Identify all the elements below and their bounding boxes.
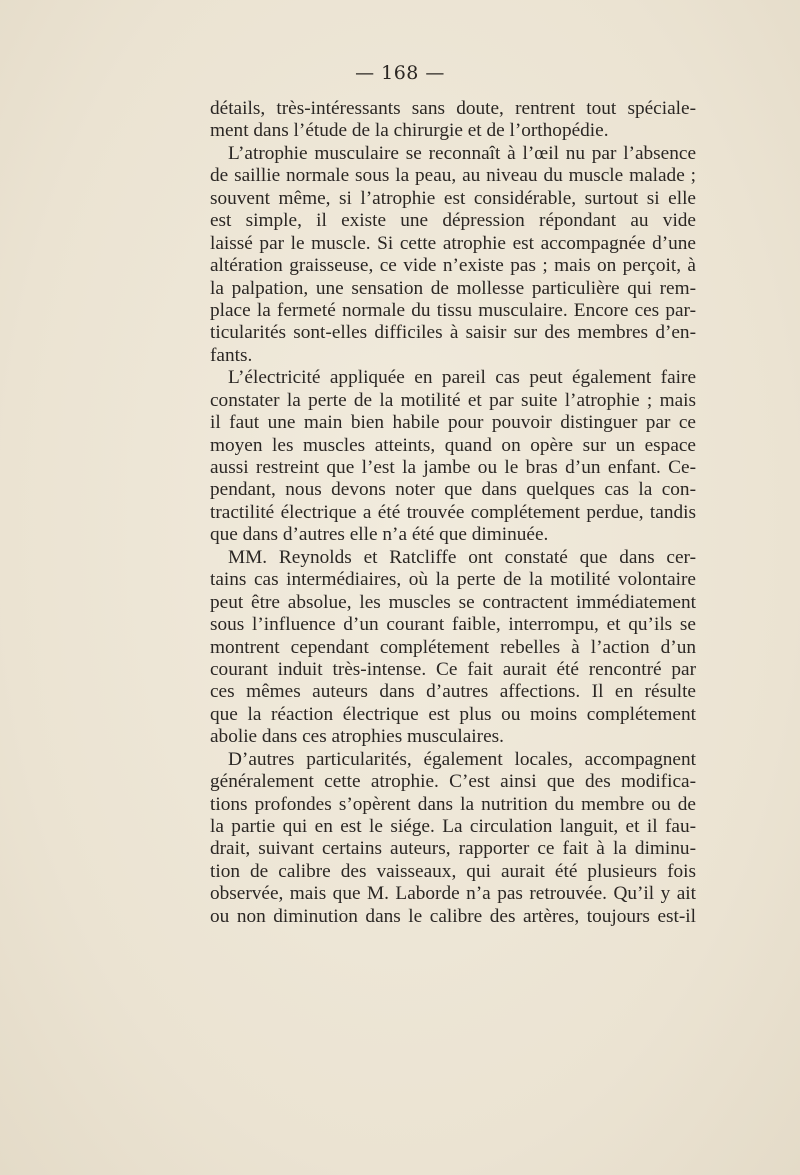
text-line: D’autres particularités, également locales, accompagnent	[228, 748, 696, 770]
text-line: montrent cependant complétement rebelles à l’action d’un	[210, 636, 696, 658]
text-line: souvent même, si l’atrophie est considérable, surtout si elle	[210, 187, 696, 209]
text-line: que la réaction électrique est plus ou moins complétement	[210, 703, 696, 725]
text-line: drait, suivant certains auteurs, rapporter ce fait à la diminu-	[210, 838, 696, 860]
text-line: ticularités sont-elles difficiles à saisir sur des membres d’en-	[210, 322, 696, 344]
text-line: tion de calibre des vaisseaux, qui aurait été plusieurs fois	[210, 860, 696, 882]
text-line: de saillie normale sous la peau, au niveau du muscle malade ;	[210, 165, 696, 187]
text-line: ment dans l’étude de la chirurgie et de l’orthopédie.	[210, 120, 609, 142]
text-line: est simple, il existe une dépression répondant au vide	[210, 210, 696, 232]
text-line: tions profondes s’opèrent dans la nutrition du membre ou de	[210, 793, 696, 815]
text-line: que dans d’autres elle n’a été que diminuée.	[210, 524, 549, 546]
text-line: fants.	[210, 344, 253, 366]
text-line: sous l’influence d’un courant faible, interrompu, et qu’ils se	[210, 614, 696, 636]
text-line: courant induit très-intense. Ce fait aurait été rencontré par	[210, 658, 696, 680]
text-line: pendant, nous devons noter que dans quelques cas la con-	[210, 479, 696, 501]
text-line: la palpation, une sensation de mollesse particulière qui rem-	[210, 277, 696, 299]
text-line: observée, mais que M. Laborde n’a pas retrouvée. Qu’il y ait	[210, 883, 696, 905]
text-line: détails, très-intéressants sans doute, rentrent tout spéciale-	[210, 98, 696, 119]
text-line: moyen les muscles atteints, quand on opère sur un espace	[210, 434, 696, 456]
text-line: place la fermeté normale du tissu musculaire. Encore ces par-	[210, 299, 696, 321]
text-line: aussi restreint que l’est la jambe ou le bras d’un enfant. Ce-	[210, 457, 696, 478]
text-line: ou non diminution dans le calibre des artères, toujours est-il	[210, 905, 696, 927]
page-number: — 168 —	[355, 62, 445, 84]
text-line: MM. Reynolds et Ratcliffe ont constaté que dans cer-	[228, 546, 696, 568]
text-line: généralement cette atrophie. C’est ainsi que des modifica-	[210, 771, 696, 793]
text-line: abolie dans ces atrophies musculaires.	[210, 726, 504, 748]
text-line: L’atrophie musculaire se reconnaît à l’œil nu par l’absence	[228, 142, 696, 164]
text-line: la partie qui en est le siége. La circulation languit, et il fau-	[210, 816, 696, 837]
text-line: ces mêmes auteurs dans d’autres affections. Il en résulte	[210, 681, 696, 703]
text-line: L’électricité appliquée en pareil cas peut également faire	[228, 367, 696, 389]
text-line: tractilité électrique a été trouvée complétement perdue, tandis	[210, 501, 696, 523]
text-line: tains cas intermédiaires, où la perte de la motilité volontaire	[210, 569, 696, 591]
body-text	[210, 98, 696, 928]
text-line: il faut une main bien habile pour pouvoir distinguer par ce	[210, 412, 696, 434]
text-line: altération graisseuse, ce vide n’existe pas ; mais on perçoit, à	[210, 255, 696, 277]
text-line: constater la perte de la motilité et par suite l’atrophie ; mais	[210, 389, 696, 411]
text-line: peut être absolue, les muscles se contractent immédiatement	[210, 591, 696, 613]
text-line: laissé par le muscle. Si cette atrophie est accompagnée d’une	[210, 232, 696, 254]
